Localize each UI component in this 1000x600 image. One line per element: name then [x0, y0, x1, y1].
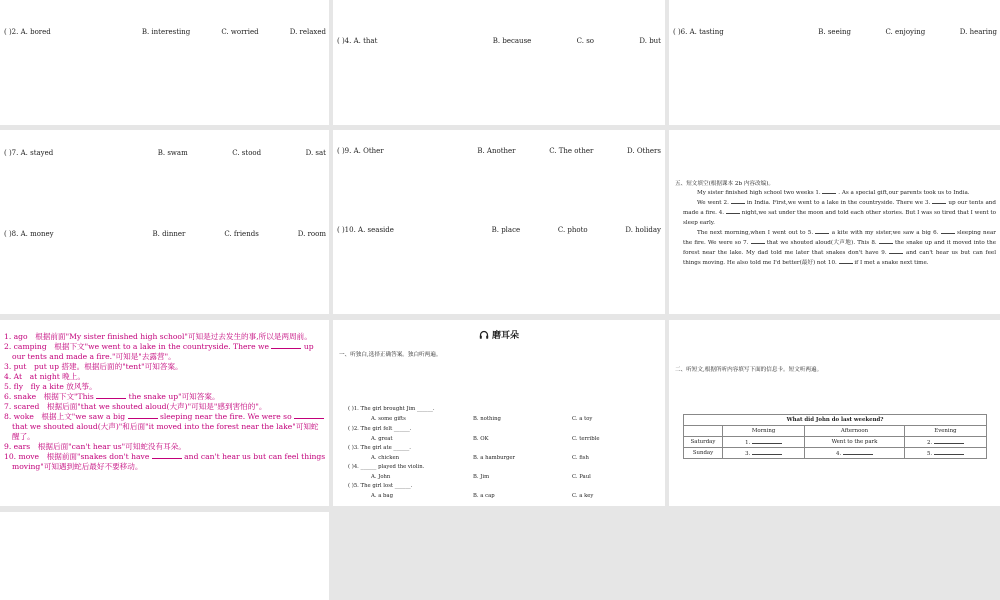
question-row [673, 28, 997, 36]
listening-question-1: ( )1. The girl brought Jim ______. [348, 406, 435, 412]
listening-title-text: 磨耳朵 [492, 331, 520, 341]
option-d: D. holiday [625, 226, 661, 234]
option-a: A. some gifts [371, 416, 406, 422]
slide-listening [333, 320, 665, 506]
blank-number: 2. [926, 439, 933, 446]
slide-q4 [333, 0, 665, 125]
table-header: Afternoon [805, 426, 905, 437]
answer-8 [4, 412, 326, 442]
answer-text: up our tents and made a fire."可知是"去露营"。 [12, 342, 314, 361]
question-number-option-a: ( )10. A. seaside [337, 226, 394, 234]
option-b: B. swam [157, 149, 188, 157]
answer-text: 6. snake 根据下文"This [4, 392, 94, 401]
question-number-option-a: ( )7. A. stayed [4, 149, 54, 157]
option-b: B. interesting [141, 28, 191, 36]
passage-text: if I met a snake next time. [854, 260, 929, 267]
listening-question-4: ( )4. ______ played the violin. [348, 464, 425, 470]
answer-5: 5. fly fly a kite 放风筝。 [4, 382, 97, 391]
slide-answers [0, 320, 329, 506]
question-number-option-a: ( )6. A. tasting [673, 28, 724, 36]
option-a: A. chicken [371, 455, 399, 461]
passage-text: . As a special gift,our parents took us to India. [838, 190, 970, 196]
answer-blank [751, 238, 765, 244]
option-c: C. worried [221, 28, 259, 36]
slide-q6 [669, 0, 1000, 125]
blank-number: 4. [836, 450, 842, 457]
passage-text: in India. First,we went to a lake in the countryside. There we 3. [746, 200, 931, 207]
question-row [4, 28, 326, 36]
slide-q9-q10 [333, 130, 665, 314]
answer-text: 2. camping 根据下文"we went to a lake in the countryside. There we [4, 342, 269, 351]
question-number-option-a: ( )4. A. that [337, 37, 378, 45]
question-row-8 [4, 230, 326, 238]
option-b: B. because [492, 37, 532, 45]
option-c: C. enjoying [885, 28, 926, 36]
passage-text: that we shouted aloud(大声地). This 8. [766, 240, 877, 247]
answer-blank [934, 450, 964, 455]
listening-question-2: ( )2. The girl felt ______. [348, 426, 412, 432]
option-b: B. nothing [473, 416, 501, 422]
answer-text: sleeping near the fire. We were so [159, 412, 292, 421]
option-a: A. John [371, 474, 391, 480]
option-c: C. terrible [572, 436, 600, 442]
option-d: D. hearing [959, 28, 997, 36]
question-row-7 [4, 149, 326, 157]
table-title: What did John do last weekend? [684, 415, 987, 426]
answer-blank [152, 452, 182, 459]
answer-blank [271, 342, 301, 349]
question-number-option-a: ( )2. A. bored [4, 28, 51, 36]
answer-blank [726, 208, 740, 214]
slide-q7-q8 [0, 130, 329, 314]
option-b: B. seeing [818, 28, 851, 36]
blank-number: 1. [745, 439, 751, 446]
listening-question-5: ( )5. The girl lost ______. [348, 483, 413, 489]
table-cell [904, 448, 986, 459]
option-b: B. a cap [473, 493, 495, 499]
answer-2 [4, 342, 326, 362]
answer-blank [932, 198, 946, 204]
answer-blank [128, 412, 158, 419]
slide-q2 [0, 0, 329, 125]
option-b: B. OK [473, 436, 489, 442]
option-b: B. Another [477, 147, 516, 155]
table-row [684, 437, 987, 448]
question-row-9 [337, 147, 661, 155]
answer-blank [752, 439, 782, 444]
answer-blank [294, 412, 324, 419]
table-row [684, 448, 987, 459]
table-header-empty [684, 426, 723, 437]
answer-9: 9. ears 根据后面"can't hear us"可知蛇没有耳朵。 [4, 442, 186, 451]
answer-6 [4, 392, 326, 402]
table-cell-day: Sunday [684, 448, 723, 459]
answer-blank [96, 392, 126, 399]
option-d: D. but [639, 37, 661, 45]
option-c: C. stood [232, 149, 262, 157]
answer-blank [815, 228, 829, 234]
blank-number: 5. [926, 450, 933, 457]
passage-text: and can't hear us but can feel things moving. He also told me I'd better(最好) not 10. [683, 250, 997, 267]
listening-instruction: 一、听独白,选择正确答案。独白听两遍。 [339, 352, 442, 358]
passage-text: sleeping near the fire. We were so 7. [683, 229, 996, 247]
answer-key [4, 332, 326, 472]
option-b: B. Jim [473, 474, 490, 480]
listening-title [479, 328, 519, 341]
passage-text: a kite with my sister,we saw a big 6. [831, 229, 939, 236]
answer-10 [4, 452, 326, 472]
answer-blank [889, 248, 903, 254]
option-a: A. a bag [371, 493, 393, 499]
table-header-row [684, 426, 987, 437]
answer-text: 10. move 根据前面"snakes don't have [4, 452, 150, 461]
table-header: Morning [723, 426, 805, 437]
option-c: C. fish [572, 455, 589, 461]
table-header: Evening [904, 426, 986, 437]
table-title-row [684, 415, 987, 426]
table-cell: Went to the park [805, 437, 905, 448]
answer-text: and can't hear us but can feel things moving"可知遇到蛇后最好不要移动。 [12, 452, 326, 471]
option-d: D. sat [305, 149, 326, 157]
option-a: A. great [371, 436, 393, 442]
blank-number: 3. [745, 450, 751, 457]
answer-blank [843, 450, 873, 455]
option-c: C. a toy [572, 416, 593, 422]
question-row-10 [337, 226, 661, 234]
answer-blank [752, 450, 782, 455]
answer-blank [934, 439, 964, 444]
option-b: B. dinner [152, 230, 186, 238]
headphones-icon [479, 330, 489, 340]
option-c: C. The other [549, 147, 594, 155]
option-c: C. so [576, 37, 595, 45]
question-row [337, 37, 661, 45]
option-c: C. friends [224, 230, 259, 238]
passage [683, 188, 996, 269]
answer-7: 7. scared 根据后面"that we shouted aloud(大声)"可知是"感到害怕的"。 [4, 402, 267, 411]
info-card-instruction: 二、听短文,根据所听内容填写下面的信息卡。短文听两遍。 [675, 367, 823, 373]
slide-blank [0, 512, 329, 600]
answer-text: that we shouted aloud(大声)"和后面"it moved into the forest near the lake"可知蛇醒了。 [12, 422, 319, 441]
answer-blank [879, 238, 893, 244]
option-c: C. a key [572, 493, 594, 499]
slide-passage [669, 130, 1000, 314]
info-card-table [683, 414, 987, 459]
passage-text: night,we sat under the moon and told each other stories. But I was so tired that I went to sleep early. [683, 210, 997, 226]
table-cell [904, 437, 986, 448]
answer-1: 1. ago 根据前面"My sister finished high school"可知是过去发生的事,所以是两周前。 [4, 332, 312, 341]
slide-info-card [669, 320, 1000, 506]
passage-text: The next morning,when I went out to 5. [697, 229, 814, 236]
passage-text: We went 2. [697, 200, 729, 207]
question-number-option-a: ( )8. A. money [4, 230, 54, 238]
answer-4: 4. At at night 晚上。 [4, 372, 85, 381]
passage-text: the snake up and it moved into the forest near the lake. My dad told me later that snakes don't have 9. [683, 240, 997, 257]
table-cell [723, 437, 805, 448]
table-cell [723, 448, 805, 459]
answer-text: 8. woke 根据上文"we saw a big [4, 412, 126, 421]
option-b: B. a hamburger [473, 455, 516, 461]
answer-blank [731, 198, 745, 204]
answer-blank [822, 188, 836, 194]
answer-blank [941, 228, 955, 234]
option-c: C. photo [557, 226, 588, 234]
answer-3: 3. put put up 搭建。根据后面的"tent"可知答案。 [4, 362, 183, 371]
question-number-option-a: ( )9. A. Other [337, 147, 384, 155]
section-title: 五、短文填空(根据课本 2b 内容改编)。 [675, 181, 774, 187]
table-cell-day: Saturday [684, 437, 723, 448]
table-cell [805, 448, 905, 459]
listening-question-3: ( )3. The girl ate ______. [348, 445, 411, 451]
option-d: D. Others [627, 147, 661, 155]
answer-text: the snake up"可知答案。 [128, 392, 220, 401]
option-c: C. Paul [572, 474, 591, 480]
passage-text: up our tents and made a fire. 4. [683, 200, 996, 217]
passage-text: My sister finished high school two weeks 1. [697, 190, 821, 196]
answer-blank [839, 258, 853, 264]
option-b: B. place [491, 226, 521, 234]
option-d: D. room [297, 230, 326, 238]
option-d: D. relaxed [289, 28, 326, 36]
